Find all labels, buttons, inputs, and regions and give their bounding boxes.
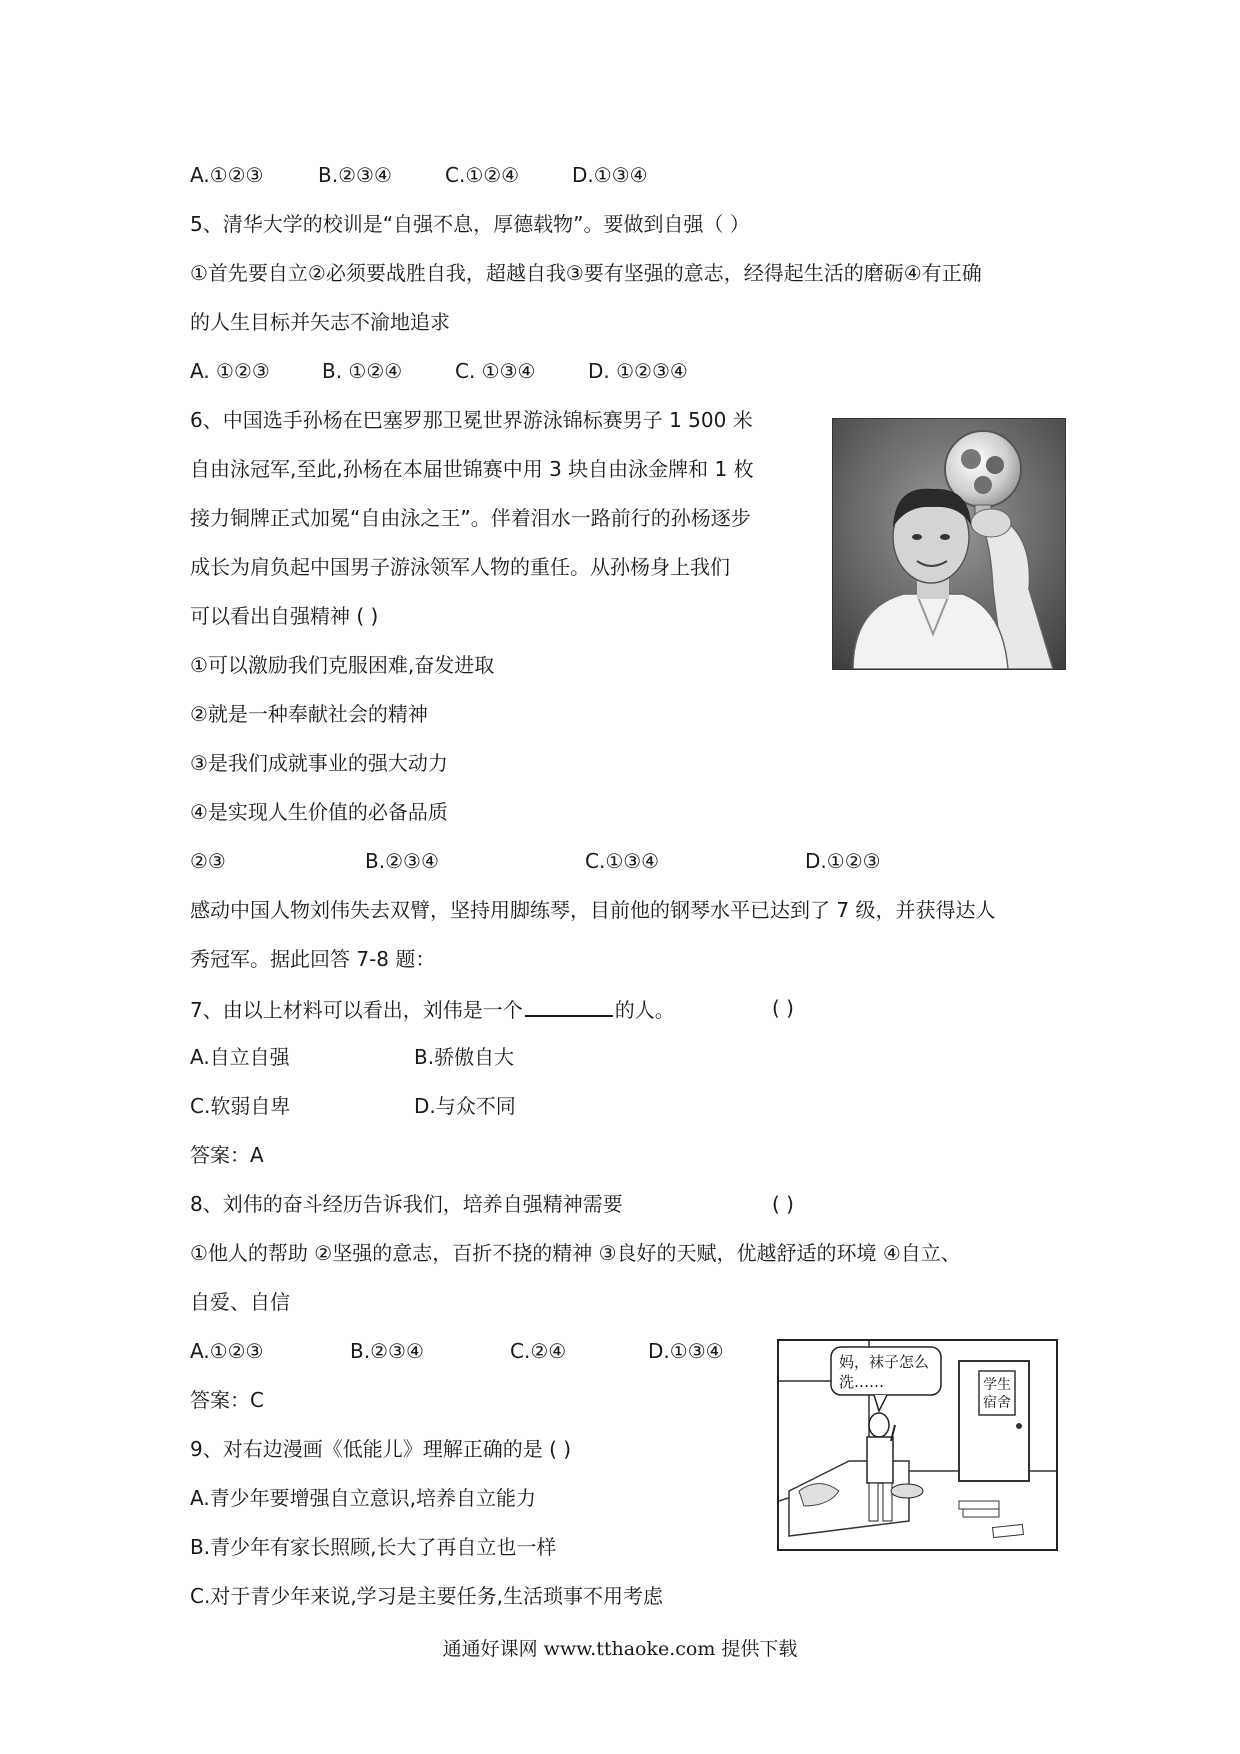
q6-option-b: B.②③④ xyxy=(365,849,439,873)
cartoon-low-ability-child xyxy=(777,1339,1058,1551)
q4-option-c: C.①②④ xyxy=(445,163,520,187)
q6-option-c: C.①③④ xyxy=(585,849,660,873)
q4-option-b: B.②③④ xyxy=(318,163,392,187)
cartoon-illustration xyxy=(779,1341,1056,1549)
q6-line-4: 成长为肩负起中国男子游泳领军人物的重任。从孙杨身上我们 xyxy=(190,555,730,579)
q7-stem-before: 7、由以上材料可以看出，刘伟是一个 xyxy=(190,998,523,1022)
q8-option-a: A.①②③ xyxy=(190,1339,264,1363)
q8-paren: ( ) xyxy=(772,1192,794,1216)
material-line2: 秀冠军。据此回答 7-8 题： xyxy=(190,947,436,971)
q5-stem: 5、清华大学的校训是“自强不息，厚德载物”。要做到自强（ ） xyxy=(190,212,750,236)
q8-option-b: B.②③④ xyxy=(350,1339,424,1363)
q5-statements-line1: ①首先要自立②必须要战胜自我，超越自我③要有坚强的意志，经得起生活的磨砺④有正确 xyxy=(190,261,982,285)
q5-option-d: D. ①②③④ xyxy=(588,359,688,383)
q7-option-b: B.骄傲自大 xyxy=(414,1045,515,1069)
q6-line-2: 自由泳冠军,至此,孙杨在本届世锦赛中用 3 块自由泳金牌和 1 枚 xyxy=(190,457,754,481)
q6-statement-2: ②就是一种奉献社会的精神 xyxy=(190,702,428,726)
q8-statements-line2: 自爱、自信 xyxy=(190,1290,290,1314)
page-footer: 通通好课网 www.tthaoke.com 提供下载 xyxy=(442,1638,798,1660)
q6-statement-4: ④是实现人生价值的必备品质 xyxy=(190,800,448,824)
q6-line-5: 可以看出自强精神 ( ) xyxy=(190,604,379,628)
q6-statement-1: ①可以激励我们克服困难,奋发进取 xyxy=(190,653,495,677)
swimmer-trophy-illustration xyxy=(833,419,1065,669)
q5-option-c: C. ①③④ xyxy=(455,359,536,383)
q7-blank xyxy=(525,995,613,1017)
speech-line2: 洗…… xyxy=(839,1373,885,1391)
q7-stem xyxy=(190,995,675,1023)
q6-line-1: 6、中国选手孙杨在巴塞罗那卫冕世界游泳锦标赛男子 1 500 米 xyxy=(190,408,753,432)
q4-option-d: D.①③④ xyxy=(572,163,648,187)
q8-stem: 8、刘伟的奋斗经历告诉我们，培养自强精神需要 xyxy=(190,1192,623,1216)
q9-option-b: B.青少年有家长照顾,长大了再自立也一样 xyxy=(190,1535,557,1559)
q8-option-d: D.①③④ xyxy=(648,1339,724,1363)
q7-stem-after: 的人。 xyxy=(614,998,675,1022)
swimmer-trophy-photo xyxy=(832,418,1066,670)
q7-option-a: A.自立自强 xyxy=(190,1045,290,1069)
q8-statements-line1: ①他人的帮助 ②坚强的意志，百折不挠的精神 ③良好的天赋，优越舒适的环境 ④自立、 xyxy=(190,1241,961,1265)
q4-option-a: A.①②③ xyxy=(190,163,264,187)
q5-statements-line2: 的人生目标并矢志不渝地追求 xyxy=(190,310,450,334)
q5-option-b: B. ①②④ xyxy=(322,359,403,383)
material-line1: 感动中国人物刘伟失去双臂，坚持用脚练琴，目前他的钢琴水平已达到了 7 级，并获得达人 xyxy=(190,898,996,922)
speech-line1: 妈，袜子怎么 xyxy=(839,1353,930,1371)
dorm-sign-line2: 宿舍 xyxy=(983,1395,1011,1411)
q6-statement-3: ③是我们成就事业的强大动力 xyxy=(190,751,448,775)
q9-option-a: A.青少年要增强自立意识,培养自立能力 xyxy=(190,1486,537,1510)
q7-option-c: C.软弱自卑 xyxy=(190,1094,291,1118)
q7-paren: ( ) xyxy=(772,996,794,1020)
q5-option-a: A. ①②③ xyxy=(190,359,270,383)
q8-option-c: C.②④ xyxy=(510,1339,567,1363)
q8-answer: 答案：C xyxy=(190,1388,264,1412)
q6-line-3: 接力铜牌正式加冕“自由泳之王”。伴着泪水一路前行的孙杨逐步 xyxy=(190,506,751,530)
q9-option-c: C.对于青少年来说,学习是主要任务,生活琐事不用考虑 xyxy=(190,1584,664,1608)
q7-option-d: D.与众不同 xyxy=(414,1094,516,1118)
q6-option-a: ②③ xyxy=(190,849,226,873)
q9-stem: 9、对右边漫画《低能儿》理解正确的是 ( ) xyxy=(190,1437,572,1461)
q7-answer: 答案：A xyxy=(190,1143,264,1167)
dorm-sign-line1: 学生 xyxy=(983,1377,1011,1393)
q6-option-d: D.①②③ xyxy=(805,849,881,873)
